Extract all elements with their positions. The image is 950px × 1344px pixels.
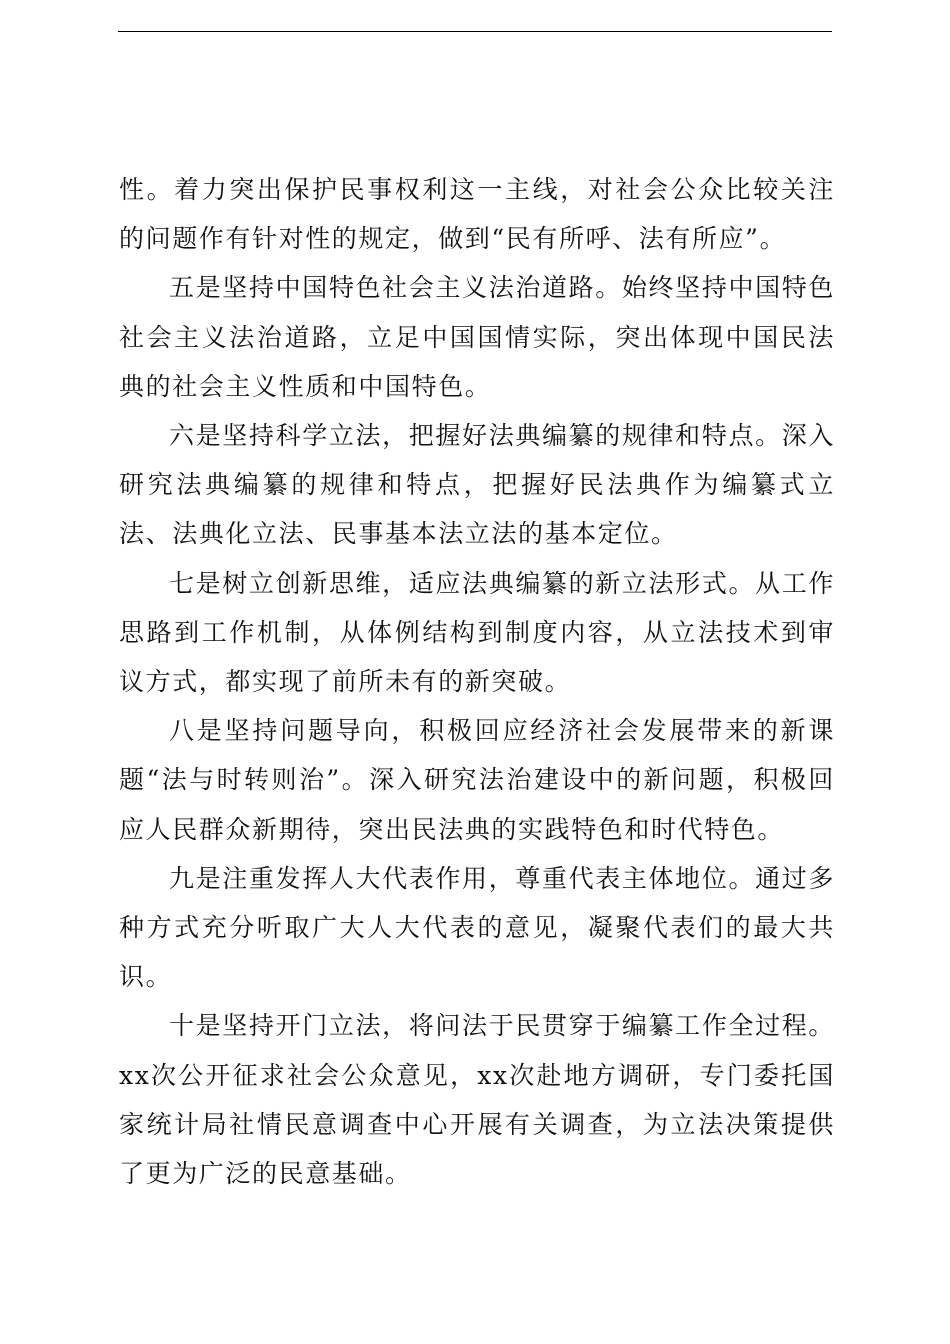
paragraph-5: 八是坚持问题导向，积极回应经济社会发展带来的新课题“法与时转则治”。深入研究法治建设中的新问题，积极回应人民群众新期待，突出民法典的实践特色和时代特色。 <box>119 716 835 844</box>
paragraph-7: 十是坚持开门立法，将问法于民贯穿于编纂工作全过程。xx次公开征求社会公众意见，xx次赴地方调研，专门委托国家统计局社情民意调查中心开展有关调查，为立法决策提供了更为广泛的民意基础。 <box>119 1011 835 1189</box>
paragraph-6: 九是注重发挥人大代表作用，尊重代表主体地位。通过多种方式充分听取广大人大代表的意见，凝聚代表们的最大共识。 <box>119 863 835 992</box>
paragraph-2: 五是坚持中国特色社会主义法治道路。始终坚持中国特色社会主义法治道路，立足中国国情实际，突出体现中国民法典的社会主义性质和中国特色。 <box>119 273 835 401</box>
paragraph-3: 六是坚持科学立法，把握好法典编纂的规律和特点。深入研究法典编纂的规律和特点，把握好民法典作为编纂式立法、法典化立法、民事基本法立法的基本定位。 <box>119 421 835 549</box>
header-rule <box>118 31 832 32</box>
paragraph-4: 七是树立创新思维，适应法典编纂的新立法形式。从工作思路到工作机制，从体例结构到制度内容，从立法技术到审议方式，都实现了前所未有的新突破。 <box>119 568 835 697</box>
paragraph-1: 性。着力突出保护民事权利这一主线，对社会公众比较关注的问题作有针对性的规定，做到“民有所呼、法有所应”。 <box>119 175 835 254</box>
document-body <box>119 165 835 1198</box>
